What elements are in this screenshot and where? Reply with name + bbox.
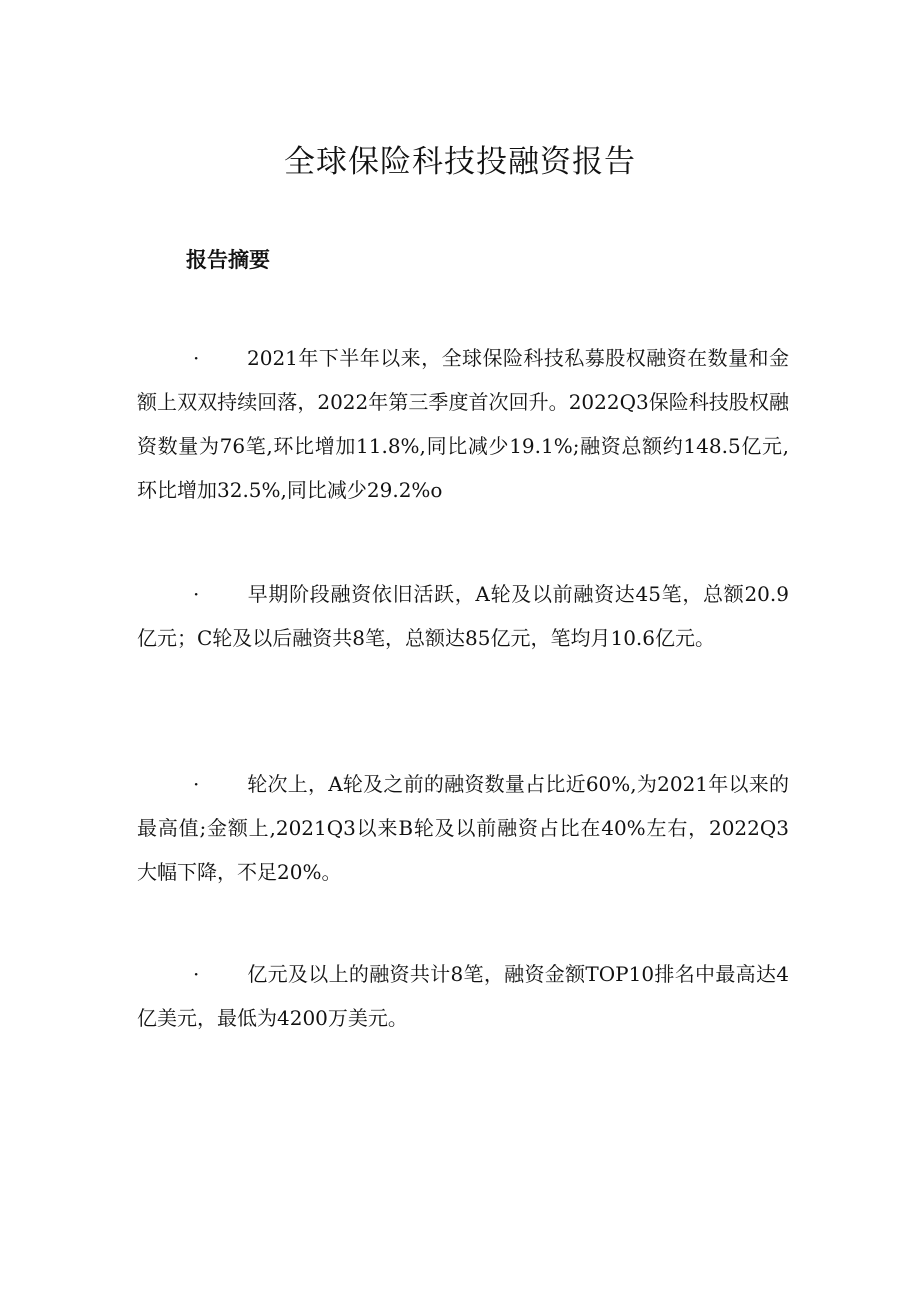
document-title: 全球保险科技投融资报告	[284, 144, 636, 180]
summary-bullet-text: 2021年下半年以来，全球保险科技私募股权融资在数量和金额上双双持续回落，2022年第三季度首次回升。2022Q3保险科技股权融资数量为76笔,环比增加11.8%,同比减少19.1%;融资总额约148.5亿元,环比增加32.5%,同比减少29.2%o	[137, 346, 789, 502]
summary-bullet-text: 早期阶段融资依旧活跃，A轮及以前融资达45笔，总额20.9亿元；C轮及以后融资共8笔，总额达85亿元，笔均月10.6亿元。	[137, 582, 789, 650]
summary-bullet-4	[137, 952, 789, 1040]
summary-bullet-1	[137, 336, 789, 512]
bullet-dot: ·	[193, 346, 200, 370]
bullet-dot: ·	[193, 772, 200, 796]
summary-bullet-text: 亿元及以上的融资共计8笔，融资金额TOP10排名中最高达4亿美元，最低为4200万美元。	[137, 962, 789, 1030]
section-heading-summary: 报告摘要	[186, 248, 270, 272]
bullet-dot: ·	[193, 962, 200, 986]
bullet-dot: ·	[193, 582, 200, 606]
summary-bullet-3	[137, 762, 789, 894]
summary-bullet-2	[137, 572, 789, 660]
summary-bullet-text: 轮次上，A轮及之前的融资数量占比近60%,为2021年以来的最高值;金额上,2021Q3以来B轮及以前融资占比在40%左右，2022Q3大幅下降，不足20%。	[137, 772, 789, 884]
